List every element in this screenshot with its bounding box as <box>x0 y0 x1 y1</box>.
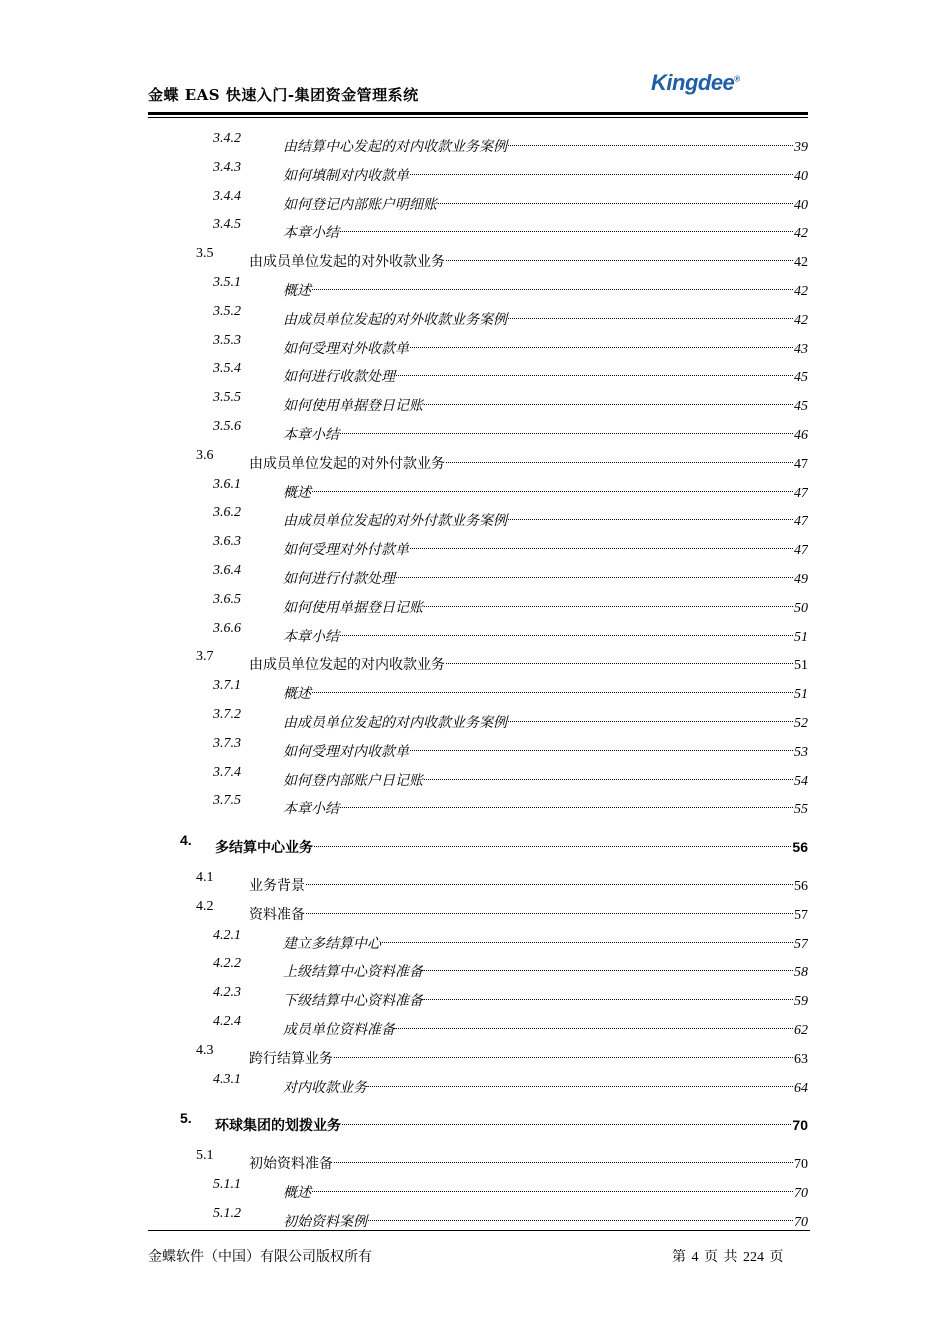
toc-entry-number: 4. <box>180 831 192 848</box>
toc-dot-leader <box>410 733 793 751</box>
toc-entry-line <box>283 1069 808 1100</box>
toc-entry-line <box>283 675 808 706</box>
toc-dot-leader <box>508 128 793 146</box>
toc-entry-number: 3.5.6 <box>213 419 241 434</box>
document-title: 金蝶 EAS 快速入门-集团资金管理系统 <box>148 86 419 104</box>
toc-entry[interactable] <box>0 733 950 760</box>
toc-entry-number: 3.4.5 <box>213 217 241 233</box>
toc-entry-line <box>249 1145 808 1176</box>
toc-entry-page: 53 <box>794 744 808 760</box>
toc-entry-page: 51 <box>794 629 808 645</box>
toc-entry-page: 49 <box>794 572 808 587</box>
toc-entry[interactable] <box>0 618 950 645</box>
toc-entry-line <box>283 762 808 793</box>
toc-entry[interactable] <box>0 358 950 386</box>
toc-dot-leader <box>424 953 793 971</box>
toc-entry[interactable] <box>0 896 950 923</box>
toc-dot-leader <box>340 790 793 808</box>
toc-entry-line <box>249 243 808 274</box>
toc-entry[interactable] <box>0 675 950 703</box>
toc-dot-leader <box>334 1145 793 1163</box>
toc-entry-line <box>283 589 808 620</box>
toc-entry-number: 3.6.4 <box>213 563 241 578</box>
toc-entry[interactable] <box>0 646 950 674</box>
toc-dot-leader <box>306 867 793 885</box>
toc-entry-number: 3.5 <box>196 246 214 262</box>
toc-entry-page: 46 <box>794 428 808 443</box>
toc-entry-title: 如何进行付款处理 <box>283 572 395 587</box>
toc-entry[interactable] <box>0 1145 950 1173</box>
toc-entry-number: 3.6.6 <box>213 620 241 636</box>
toc-entry-number: 3.6.2 <box>213 505 241 521</box>
toc-entry[interactable] <box>0 1069 950 1096</box>
toc-dot-leader <box>312 272 793 290</box>
toc-entry-line <box>283 953 808 984</box>
toc-entry[interactable] <box>0 1174 950 1201</box>
toc-dot-leader <box>334 1040 793 1058</box>
toc-entry-title: 由成员单位发起的对外收款业务案例 <box>283 312 507 328</box>
toc-entry-page: 45 <box>794 399 808 415</box>
toc-entry-page: 52 <box>794 716 808 731</box>
toc-dot-leader <box>424 762 793 780</box>
toc-dot-leader <box>424 589 793 607</box>
kingdee-logo <box>651 70 740 96</box>
toc-dot-leader <box>368 1203 793 1221</box>
toc-dot-leader <box>312 1174 793 1192</box>
toc-entry-number: 3.6.5 <box>213 591 241 607</box>
toc-entry-line <box>283 301 808 332</box>
toc-dot-leader <box>424 387 793 405</box>
toc-entry-page: 57 <box>794 907 808 923</box>
toc-entry-page: 58 <box>794 965 808 981</box>
toc-entry-number: 4.2.2 <box>213 956 241 972</box>
toc-entry-number: 4.2 <box>196 898 214 914</box>
toc-dot-leader <box>382 925 793 943</box>
toc-entry[interactable] <box>0 790 950 818</box>
toc-dot-leader <box>396 1011 793 1029</box>
toc-entry[interactable] <box>0 502 950 530</box>
toc-entry-title: 本章小结 <box>283 802 339 818</box>
toc-entry-title: 如何受理对内收款单 <box>283 744 409 760</box>
toc-entry-number: 3.4.4 <box>213 188 241 204</box>
toc-entry-number: 3.7 <box>196 649 214 665</box>
toc-dot-leader <box>438 186 793 204</box>
toc-entry[interactable] <box>0 867 950 894</box>
footer-copyright: 金蝶软件（中国）有限公司版权所有 <box>148 1250 372 1265</box>
toc-entry-page: 59 <box>794 994 808 1010</box>
toc-dot-leader <box>342 1107 791 1125</box>
toc-dot-leader <box>446 243 793 261</box>
toc-entry-line <box>249 646 808 677</box>
toc-entry-page: 43 <box>794 341 808 357</box>
toc-entry-line <box>249 445 808 476</box>
toc-entry-page: 57 <box>794 936 808 952</box>
toc-entry-title: 多结算中心业务 <box>215 838 313 855</box>
toc-entry-line <box>283 618 808 649</box>
page-header <box>0 0 950 120</box>
toc-entry-page: 51 <box>794 658 808 674</box>
toc-entry[interactable] <box>0 474 950 501</box>
toc-dot-leader <box>446 445 793 463</box>
toc-entry[interactable] <box>0 829 950 855</box>
toc-entry-number: 3.7.1 <box>213 678 241 694</box>
toc-entry[interactable] <box>0 272 950 299</box>
toc-entry-title: 由结算中心发起的对内收款业务案例 <box>283 140 507 155</box>
toc-entry-page: 62 <box>794 1023 808 1038</box>
toc-entry-page: 70 <box>794 1186 808 1201</box>
toc-entry-title: 如何填制对内收款单 <box>283 168 409 184</box>
toc-entry-page: 40 <box>794 197 808 213</box>
toc-entry-number: 3.7.3 <box>213 735 241 751</box>
toc-entry-number: 3.4.2 <box>213 131 241 146</box>
toc-dot-leader <box>312 474 793 492</box>
toc-entry[interactable] <box>0 953 950 981</box>
toc-entry-page: 47 <box>794 485 808 501</box>
toc-entry-title: 上级结算中心资料准备 <box>283 965 423 981</box>
toc-entry-number: 4.3 <box>196 1042 214 1058</box>
toc-dot-leader <box>410 531 793 549</box>
toc-entry-title: 概述 <box>283 485 311 501</box>
toc-entry-line <box>283 502 808 533</box>
toc-entry-number: 4.3.1 <box>213 1071 241 1087</box>
logo-text: Kingdee <box>651 70 735 95</box>
toc-entry-page: 51 <box>794 687 808 703</box>
toc-entry-page: 42 <box>794 312 808 328</box>
toc-entry-page: 47 <box>794 514 808 530</box>
toc-entry[interactable] <box>0 128 950 155</box>
toc-entry[interactable] <box>0 1040 950 1067</box>
toc-dot-leader <box>410 330 793 348</box>
toc-entry-line <box>283 733 808 764</box>
toc-entry-page: 54 <box>794 773 808 789</box>
toc-entry-number: 5.1 <box>196 1148 214 1164</box>
toc-dot-leader <box>340 214 793 232</box>
toc-entry-page: 42 <box>794 226 808 242</box>
toc-entry-number: 3.6.3 <box>213 534 241 550</box>
toc-entry[interactable] <box>0 925 950 952</box>
toc-entry[interactable] <box>0 704 950 731</box>
toc-entry-title: 如何登内部账户日记账 <box>283 773 423 789</box>
toc-entry-page: 47 <box>794 456 808 472</box>
toc-entry-title: 由成员单位发起的对内收款业务案例 <box>283 716 507 731</box>
toc-entry-line <box>283 925 808 956</box>
toc-entry-line <box>283 358 808 389</box>
toc-entry-line <box>283 982 808 1013</box>
toc-entry-line <box>249 896 808 927</box>
toc-entry-number: 4.2.1 <box>213 927 241 943</box>
toc-entry-line <box>283 272 808 303</box>
toc-entry-page: 55 <box>794 802 808 818</box>
toc-entry-title: 环球集团的划拨业务 <box>215 1116 341 1133</box>
toc-entry[interactable] <box>0 330 950 357</box>
toc-entry[interactable] <box>0 186 950 213</box>
toc-entry-line <box>283 1174 808 1205</box>
toc-entry-line <box>283 704 808 735</box>
footer-rule <box>148 1230 810 1231</box>
toc-entry-line <box>249 867 808 898</box>
toc-entry-number: 5.1.2 <box>213 1205 241 1221</box>
toc-dot-leader <box>396 560 793 578</box>
toc-entry-line <box>283 474 808 505</box>
toc-entry-title: 如何登记内部账户明细账 <box>283 197 437 213</box>
toc-entry[interactable] <box>0 1011 950 1038</box>
toc-dot-leader <box>508 704 793 722</box>
toc-entry[interactable] <box>0 387 950 415</box>
toc-entry[interactable] <box>0 214 950 242</box>
toc-entry[interactable] <box>0 157 950 184</box>
toc-entry-title: 建立多结算中心 <box>283 936 381 952</box>
toc-entry-title: 初始资料案例 <box>283 1214 367 1230</box>
toc-entry-line <box>283 128 808 159</box>
toc-entry-title: 由成员单位发起的对外付款业务 <box>249 456 445 472</box>
toc-entry[interactable] <box>0 762 950 789</box>
toc-entry-page: 56 <box>792 838 808 855</box>
toc-entry[interactable] <box>0 1203 950 1230</box>
toc-entry-title: 本章小结 <box>283 629 339 645</box>
toc-entry-line <box>283 330 808 361</box>
header-rule-thick <box>148 112 808 115</box>
toc-entry-title: 业务背景 <box>249 879 305 894</box>
toc-entry-number: 4.2.4 <box>213 1014 241 1029</box>
toc-entry-page: 50 <box>794 600 808 616</box>
toc-entry[interactable] <box>0 589 950 616</box>
toc-dot-leader <box>424 982 793 1000</box>
toc-entry-title: 如何受理对外收款单 <box>283 341 409 357</box>
toc-entry-title: 由成员单位发起的对外付款业务案例 <box>283 514 507 530</box>
toc-entry-number: 3.4.3 <box>213 159 241 175</box>
toc-entry-title: 成员单位资料准备 <box>283 1023 395 1038</box>
toc-entry[interactable] <box>0 243 950 271</box>
toc-entry-line <box>283 790 808 821</box>
toc-entry-title: 由成员单位发起的对外收款业务 <box>249 255 445 271</box>
toc-entry-page: 42 <box>794 284 808 299</box>
toc-entry-number: 5. <box>180 1109 192 1126</box>
toc-dot-leader <box>340 618 793 636</box>
toc-entry-line <box>283 157 808 188</box>
toc-entry-title: 跨行结算业务 <box>249 1051 333 1067</box>
toc-entry-number: 3.5.5 <box>213 390 241 406</box>
toc-entry-line <box>283 560 808 591</box>
toc-dot-leader <box>312 675 793 693</box>
toc-dot-leader <box>368 1069 793 1087</box>
toc-entry-line <box>283 1011 808 1042</box>
toc-entry-line <box>283 531 808 562</box>
header-rule-thin <box>148 117 808 118</box>
toc-entry[interactable] <box>0 1107 950 1133</box>
toc-entry[interactable] <box>0 560 950 587</box>
toc-entry-page: 40 <box>794 168 808 184</box>
toc-dot-leader <box>410 157 793 175</box>
toc-entry-title: 本章小结 <box>283 226 339 242</box>
toc-entry-page: 70 <box>794 1157 808 1173</box>
toc-entry-title: 对内收款业务 <box>283 1080 367 1096</box>
toc-entry-line <box>283 416 808 447</box>
toc-entry-line <box>283 387 808 418</box>
toc-entry-number: 3.7.2 <box>213 707 241 722</box>
toc-entry-number: 5.1.1 <box>213 1177 241 1192</box>
toc-entry-page: 45 <box>794 370 808 386</box>
toc-dot-leader <box>508 301 793 319</box>
toc-entry-title: 由成员单位发起的对内收款业务 <box>249 658 445 674</box>
toc-entry-title: 初始资料准备 <box>249 1157 333 1173</box>
toc-entry-title: 如何进行收款处理 <box>283 370 395 386</box>
toc-entry-page: 70 <box>794 1214 808 1230</box>
toc-dot-leader <box>446 646 793 664</box>
toc-dot-leader <box>314 829 791 847</box>
toc-dot-leader <box>508 502 793 520</box>
footer-page-info: 第 4 页 共 224 页 <box>672 1250 784 1265</box>
toc-entry[interactable] <box>0 416 950 443</box>
toc-entry-line <box>215 829 808 858</box>
toc-entry-title: 概述 <box>283 1186 311 1201</box>
toc-entry-page: 63 <box>794 1051 808 1067</box>
toc-entry-title: 如何使用单据登日记账 <box>283 600 423 616</box>
toc-entry-page: 39 <box>794 140 808 155</box>
toc-entry-title: 概述 <box>283 284 311 299</box>
toc-entry[interactable] <box>0 301 950 328</box>
toc-entry-line <box>249 1040 808 1071</box>
toc-entry-title: 如何受理对外付款单 <box>283 543 409 559</box>
toc-entry-number: 3.7.5 <box>213 793 241 809</box>
toc-entry-number: 3.6 <box>196 447 214 463</box>
toc-entry-number: 3.5.3 <box>213 332 241 348</box>
toc-entry[interactable] <box>0 531 950 559</box>
toc-entry-page: 64 <box>794 1080 808 1096</box>
toc-entry-number: 3.5.4 <box>213 361 241 377</box>
toc-entry-page: 56 <box>794 879 808 894</box>
toc-entry-number: 3.5.2 <box>213 303 241 319</box>
toc-entry-title: 概述 <box>283 687 311 703</box>
toc-entry[interactable] <box>0 982 950 1010</box>
toc-entry-line <box>215 1107 808 1136</box>
toc-entry-number: 3.6.1 <box>213 476 241 492</box>
toc-entry-title: 下级结算中心资料准备 <box>283 994 423 1010</box>
toc-dot-leader <box>340 416 793 434</box>
toc-entry-title: 本章小结 <box>283 428 339 443</box>
toc-entry-number: 4.1 <box>196 870 214 885</box>
toc-entry-page: 47 <box>794 543 808 559</box>
toc-entry-number: 4.2.3 <box>213 985 241 1001</box>
toc-entry-title: 资料准备 <box>249 907 305 923</box>
toc-entry-number: 3.7.4 <box>213 764 241 780</box>
toc-entry[interactable] <box>0 445 950 472</box>
toc-dot-leader <box>306 896 793 914</box>
toc-entry-title: 如何使用单据登日记账 <box>283 399 423 415</box>
toc-entry-line <box>283 214 808 245</box>
toc-dot-leader <box>396 358 793 376</box>
toc-entry-number: 3.5.1 <box>213 275 241 290</box>
toc-entry-page: 70 <box>792 1116 808 1133</box>
registered-mark: ® <box>734 74 740 84</box>
toc-entry-line <box>283 186 808 217</box>
toc-entry-page: 42 <box>794 255 808 271</box>
